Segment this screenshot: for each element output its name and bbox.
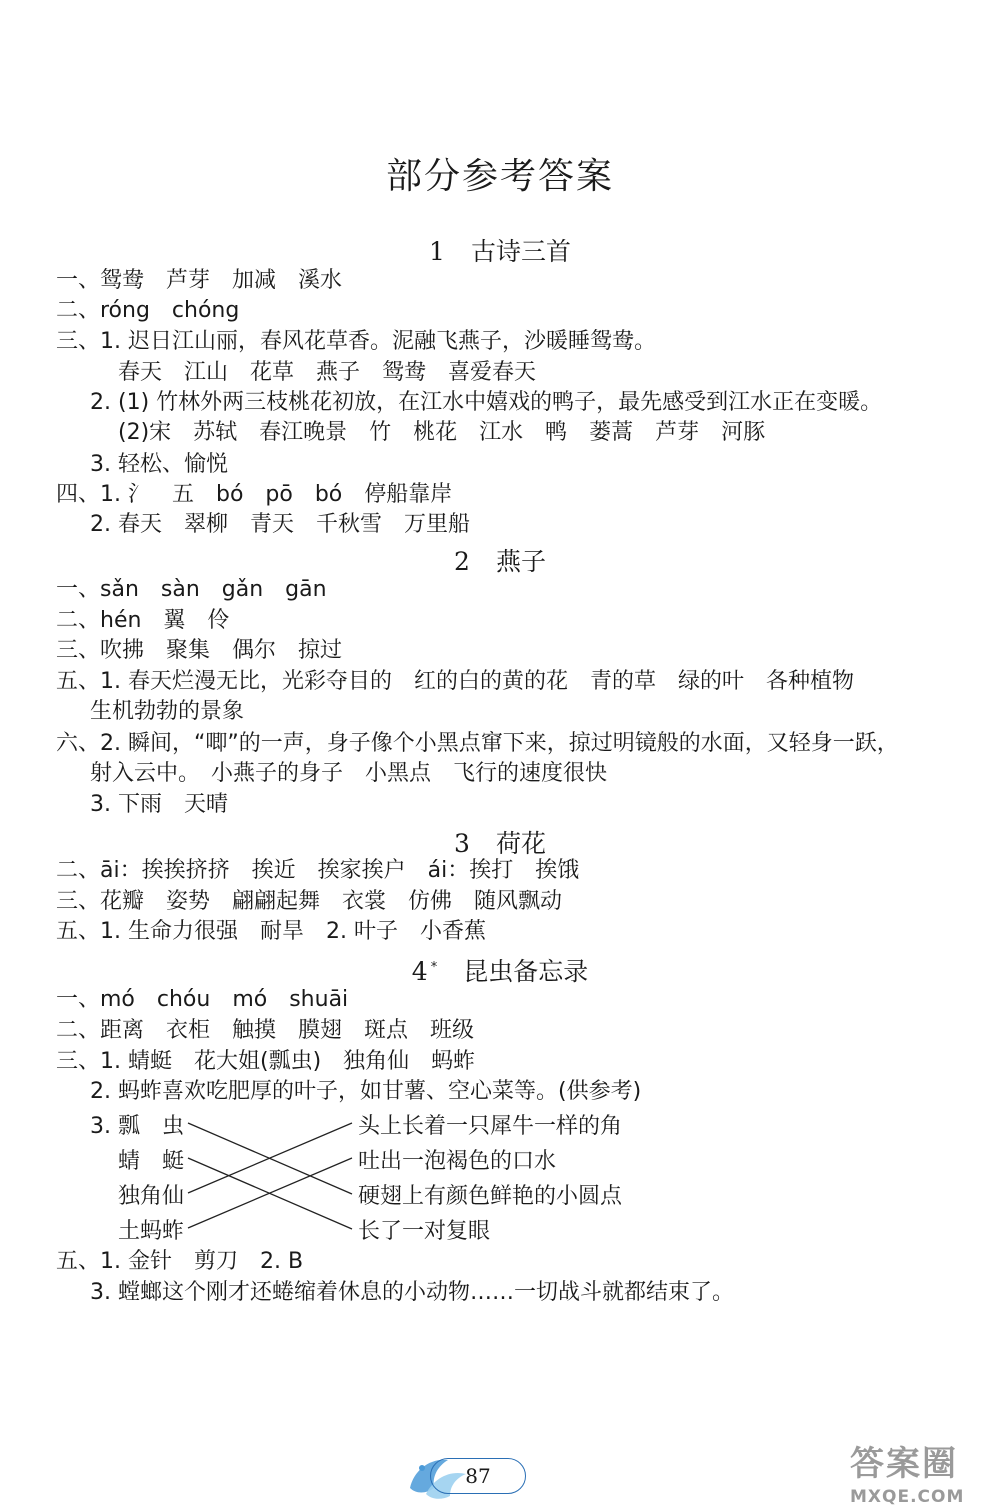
answer-line: 春天 江山 花草 燕子 鸳鸯 喜爱春天 <box>118 360 537 385</box>
section-title: 昆虫备忘录 <box>463 957 589 986</box>
answer-line: 3. 螳螂这个刚才还蜷缩着休息的小动物……一切战斗就都结束了。 <box>90 1280 734 1305</box>
section-title: 燕子 <box>495 547 546 576</box>
answer-line: 二、róng chóng <box>56 298 240 323</box>
answer-line: 生机勃勃的景象 <box>90 699 245 724</box>
answer-line: 三、1. 迟日江山丽，春风花草香。泥融飞燕子，沙暖睡鸳鸯。 <box>56 329 656 354</box>
optional-mark: * <box>430 959 438 975</box>
section-number: 3 <box>454 829 470 858</box>
match-right-item: 硬翅上有颜色鲜艳的小圆点 <box>358 1184 623 1209</box>
answer-line: 2. 蚂蚱喜欢吃肥厚的叶子，如甘薯、空心菜等。(供参考) <box>90 1079 642 1104</box>
section-number: 4 <box>411 957 428 986</box>
answer-line: 五、1. 生命力很强 耐旱 2. 叶子 小香蕉 <box>56 919 486 944</box>
answer-line: 六、2. 瞬间，“唧”的一声，身子像个小黑点窜下来，掠过明镜般的水面，又轻身一跃， <box>56 731 899 756</box>
watermark <box>850 1436 990 1507</box>
answer-line: 三、花瓣 姿势 翩翩起舞 衣裳 仿佛 随风飘动 <box>56 889 563 914</box>
match-left-item: 3. 瓢 虫 <box>90 1114 184 1139</box>
match-right-item: 吐出一泡褐色的口水 <box>358 1149 557 1174</box>
match-right-item: 长了一对复眼 <box>358 1219 491 1244</box>
answer-line: 四、1. 氵 五 bó pō bó 停船靠岸 <box>56 482 453 507</box>
answer-line: 射入云中。 小燕子的身子 小黑点 飞行的速度很快 <box>90 761 608 786</box>
section-title: 荷花 <box>495 829 546 858</box>
watermark-url: MXQE.COM <box>850 1487 965 1507</box>
watermark-logo: 答案圈 <box>850 1444 958 1484</box>
page-number: 87 <box>430 1458 526 1494</box>
section-number: 2 <box>454 547 470 576</box>
match-left-item: 独角仙 <box>118 1184 185 1209</box>
answer-line: (2)宋 苏轼 春江晚景 竹 桃花 江水 鸭 蒌蒿 芦芽 河豚 <box>118 420 766 445</box>
page-title: 部分参考答案 <box>385 156 614 197</box>
answer-line: 二、距离 衣柜 触摸 膜翅 斑点 班级 <box>56 1018 475 1043</box>
answer-line: 一、鸳鸯 芦芽 加减 溪水 <box>56 268 343 293</box>
answer-line: 2. 春天 翠柳 青天 千秋雪 万里船 <box>90 512 470 537</box>
answer-line: 五、1. 春天烂漫无比，光彩夺目的 红的白的黄的花 青的草 绿的叶 各种植物 <box>56 669 854 694</box>
answer-line: 一、mó chóu mó shuāi <box>56 987 349 1012</box>
answer-line: 3. 下雨 天晴 <box>90 792 228 817</box>
answer-line: 一、sǎn sàn gǎn gān <box>56 577 327 602</box>
answer-line: 二、āi：挨挨挤挤 挨近 挨家挨户 ái：挨打 挨饿 <box>56 858 580 883</box>
answer-line: 3. 轻松、愉悦 <box>90 452 228 477</box>
section-number: 1 <box>429 237 445 266</box>
answer-line: 五、1. 金针 剪刀 2. B <box>56 1249 304 1274</box>
match-left-item: 蜻 蜓 <box>118 1149 185 1174</box>
match-left-item: 土蚂蚱 <box>118 1219 185 1244</box>
answer-line: 三、1. 蜻蜓 花大姐(瓢虫) 独角仙 蚂蚱 <box>56 1049 476 1074</box>
answer-line: 二、hén 翼 伶 <box>56 608 230 633</box>
section-title: 古诗三首 <box>470 237 571 266</box>
match-right-item: 头上长着一只犀牛一样的角 <box>358 1114 623 1139</box>
answer-line: 2. (1) 竹林外两三枝桃花初放，在江水中嬉戏的鸭子，最先感受到江水正在变暖。 <box>90 390 883 415</box>
answer-line: 三、吹拂 聚集 偶尔 掠过 <box>56 638 343 663</box>
